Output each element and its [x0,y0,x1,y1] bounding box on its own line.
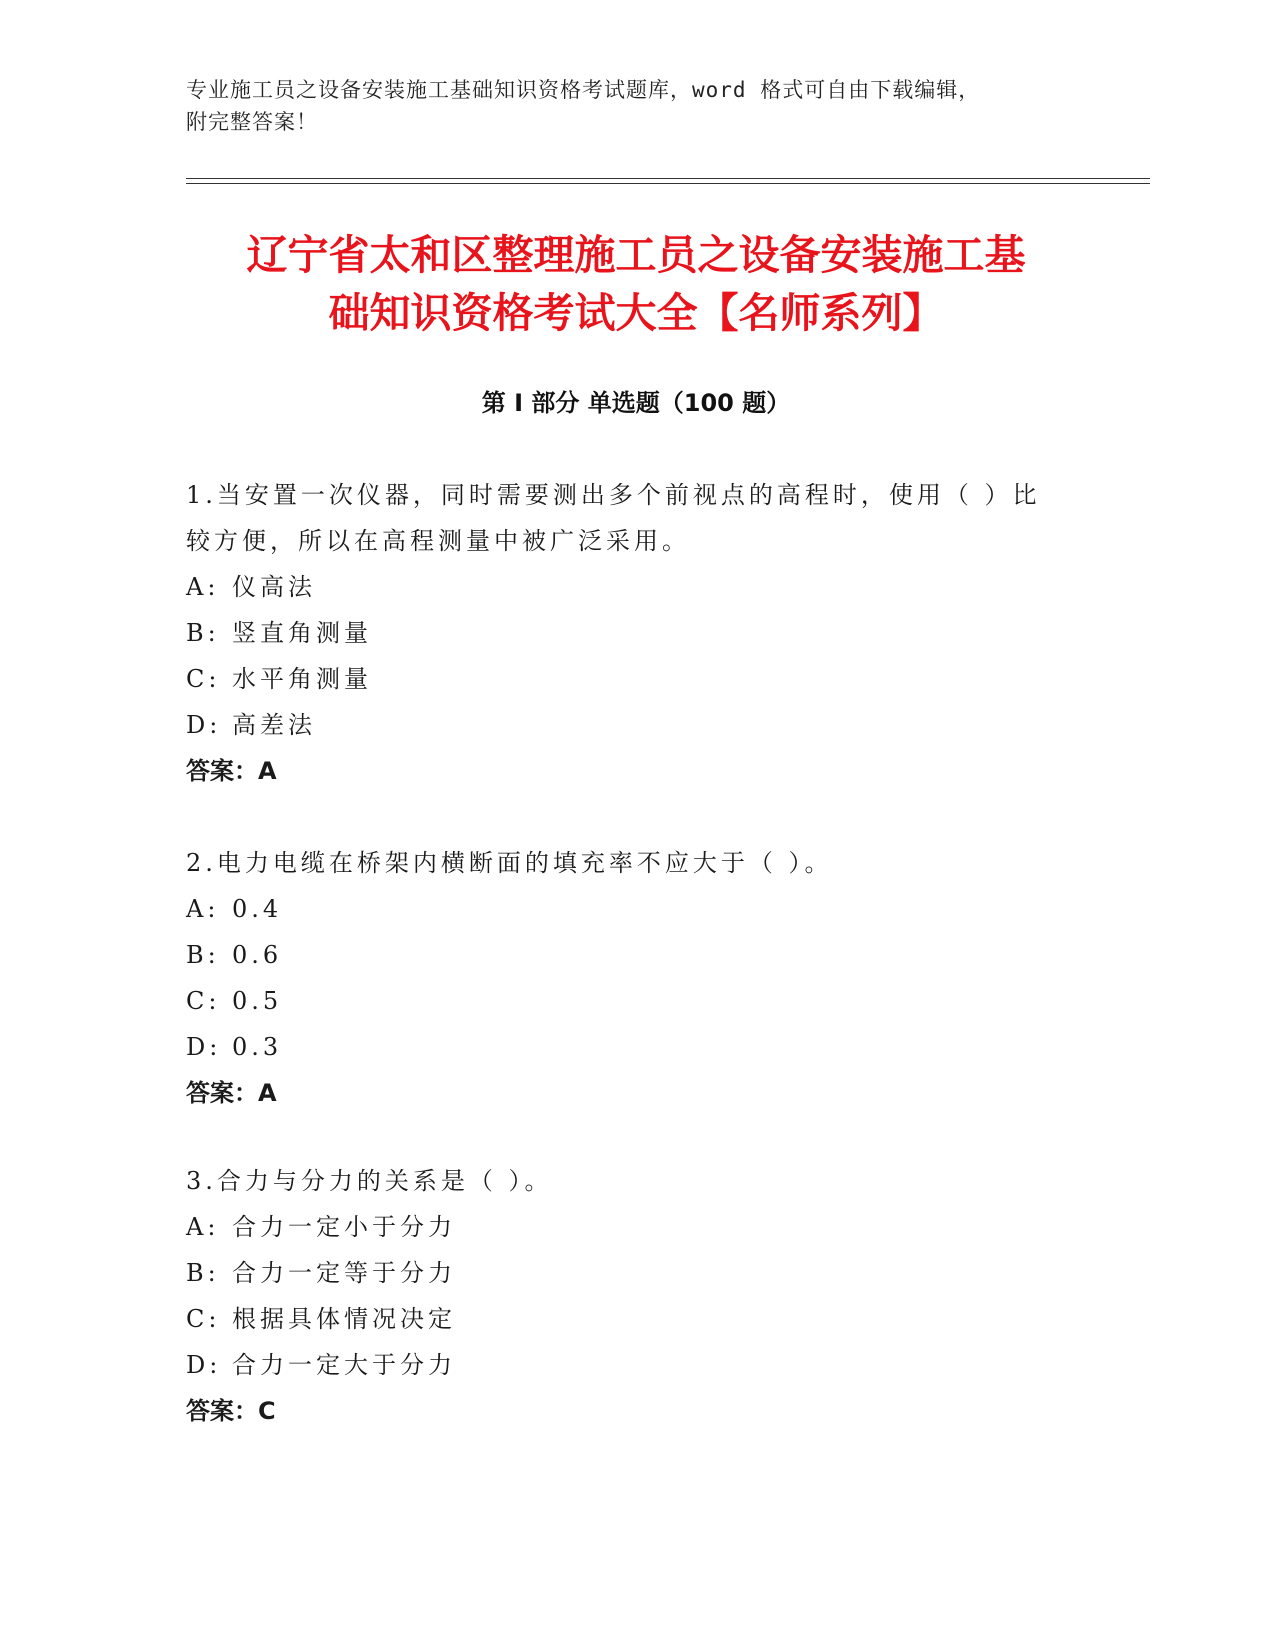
option-d [186,1024,1066,1070]
section-heading: 第 I 部分 单选题（100 题） [481,389,791,417]
option-key: D: [186,1351,222,1379]
option-text: 仪高法 [232,573,316,601]
option-c [186,656,1066,702]
header-rule-top [186,178,1150,179]
option-a [186,564,1066,610]
option-key: B: [186,941,220,969]
option-key: C: [186,665,221,693]
option-key: D: [186,1033,222,1061]
option-d [186,702,1066,748]
option-text: 0.5 [232,987,283,1015]
option-text: 根据具体情况决定 [232,1305,456,1333]
option-b [186,932,1066,978]
option-key: D: [186,711,222,739]
header-rule-bottom [186,183,1150,184]
option-text: 合力一定大于分力 [232,1351,456,1379]
option-key: B: [186,1259,220,1287]
question-1 [186,472,1066,794]
option-text: 水平角测量 [232,665,372,693]
option-key: B: [186,619,220,647]
option-text: 合力一定等于分力 [232,1259,456,1287]
option-key: C: [186,1305,221,1333]
document-title [186,226,1086,342]
document-title-line-1: 辽宁省太和区整理施工员之设备安装施工基 [246,231,1026,279]
question-stem: 3.合力与分力的关系是（ ）。 [186,1167,553,1195]
answer-line: 答案：A [186,1079,277,1107]
option-text: 竖直角测量 [232,619,372,647]
option-key: C: [186,987,221,1015]
option-a [186,1204,1066,1250]
option-key: A: [186,895,220,923]
question-2 [186,840,1066,1116]
option-text: 0.4 [232,895,283,923]
option-text: 高差法 [232,711,316,739]
option-b [186,1250,1066,1296]
option-a [186,886,1066,932]
header-note-line-2: 附完整答案！ [186,110,318,134]
option-key: A: [186,1213,220,1241]
option-text: 0.6 [232,941,283,969]
answer-line: 答案：A [186,757,277,785]
option-c [186,1296,1066,1342]
header-note [186,74,1086,138]
option-text: 合力一定小于分力 [232,1213,456,1241]
document-title-line-2: 础知识资格考试大全【名师系列】 [328,289,944,337]
answer-line: 答案：C [186,1397,276,1425]
option-text: 0.3 [232,1033,283,1061]
option-d [186,1342,1066,1388]
header-note-line-1: 专业施工员之设备安装施工基础知识资格考试题库，word 格式可自由下载编辑， [186,78,981,102]
option-key: A: [186,573,220,601]
option-b [186,610,1066,656]
question-stem: 1.当安置一次仪器，同时需要测出多个前视点的高程时，使用（ ）比较方便，所以在高程测量中被广泛采用。 [186,481,1041,555]
option-c [186,978,1066,1024]
question-3 [186,1158,1066,1434]
question-stem: 2.电力电缆在桥架内横断面的填充率不应大于（ ）。 [186,849,833,877]
